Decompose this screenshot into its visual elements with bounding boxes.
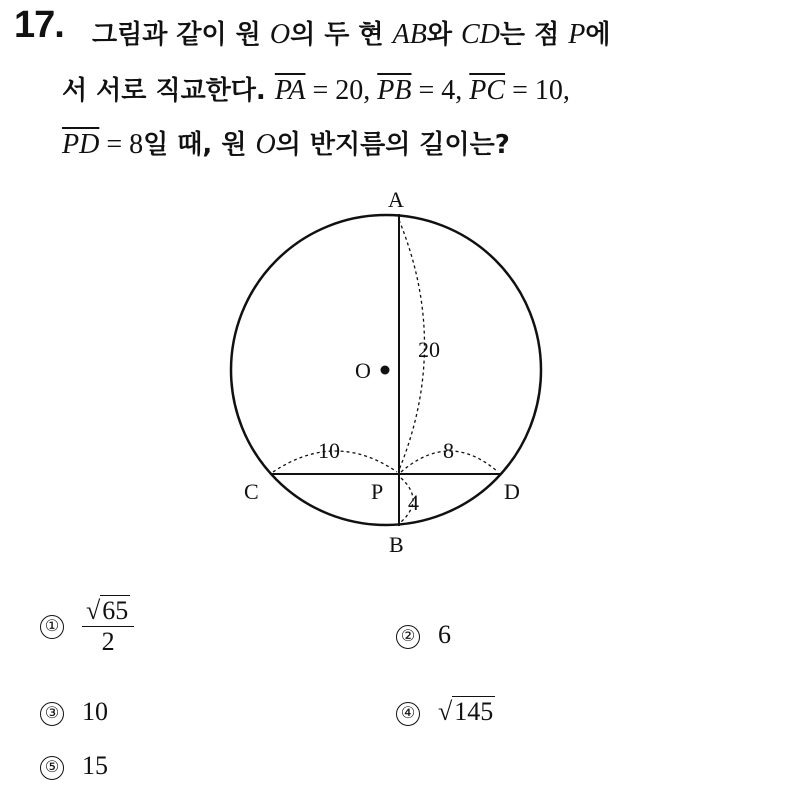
fraction <box>82 596 134 657</box>
q-text: 서 서로 직교한다. <box>62 76 275 106</box>
option-value: 15 <box>82 751 108 780</box>
segment-pa: $\overline{PA}$ <box>274 75 306 106</box>
label-b: B <box>389 532 404 557</box>
label-a: A <box>388 187 404 212</box>
denominator: 2 <box>101 627 115 656</box>
segment-pd: $\overline{PD}$ <box>62 129 100 160</box>
q-text: 는 점 <box>499 20 569 50</box>
label-pd-length: 8 <box>443 438 454 463</box>
q-text: 일 때, 원 <box>143 130 256 160</box>
option-marker: ④ <box>396 702 420 726</box>
q-math: P <box>568 19 586 50</box>
radicand: 145 <box>454 697 494 726</box>
label-pa-length: 20 <box>418 337 440 362</box>
label-o: O <box>355 358 371 383</box>
radicand: 65 <box>102 596 129 625</box>
q-text: 그림과 같이 원 <box>92 20 270 50</box>
q-math: = 8 <box>99 129 144 160</box>
q-math: = 10, <box>505 75 570 106</box>
option-marker: ② <box>396 625 420 649</box>
label-pc-length: 10 <box>318 438 340 463</box>
q-math: = 20, <box>305 75 378 106</box>
q-math: CD <box>461 19 500 50</box>
label-d: D <box>504 479 520 504</box>
segment-pb: $\overline{PB}$ <box>377 75 412 106</box>
label-pb-length: 4 <box>408 490 419 515</box>
sqrt: √65 <box>86 596 129 625</box>
option-2[interactable] <box>396 620 451 650</box>
option-marker: ① <box>40 615 64 639</box>
q-text: 에 <box>585 20 611 50</box>
option-4[interactable] <box>396 697 495 727</box>
option-value: 10 <box>82 697 108 726</box>
q-text: 의 두 현 <box>290 20 393 50</box>
option-marker: ⑤ <box>40 756 64 780</box>
option-5[interactable] <box>40 751 108 781</box>
center-point <box>381 366 390 375</box>
sqrt: √145 <box>438 697 494 726</box>
label-c: C <box>244 479 259 504</box>
option-value: 6 <box>438 620 451 649</box>
segment-pc: $\overline{PC}$ <box>469 75 506 106</box>
numerator <box>82 596 134 627</box>
q-text: 의 반지름의 길이는? <box>275 130 510 160</box>
option-3[interactable] <box>40 697 108 727</box>
q-text: 와 <box>426 20 461 50</box>
q-math: = 4, <box>411 75 470 106</box>
option-marker: ③ <box>40 702 64 726</box>
q-math: O <box>269 19 291 50</box>
q-math: O <box>255 129 276 160</box>
label-p: P <box>371 479 384 504</box>
option-1[interactable] <box>40 596 134 657</box>
question-number: 17. <box>14 4 64 46</box>
q-math: AB <box>392 19 427 50</box>
